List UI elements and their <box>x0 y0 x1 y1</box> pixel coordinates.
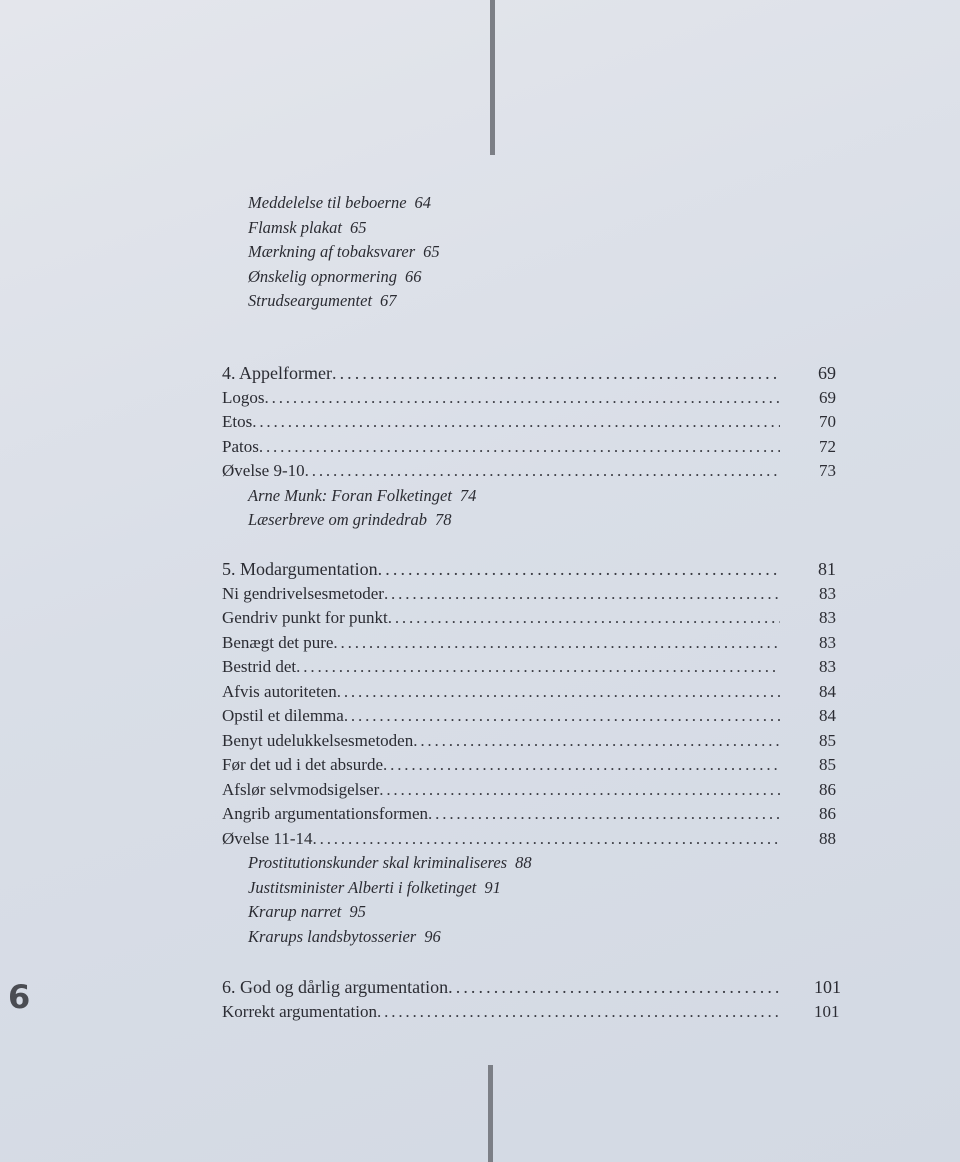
toc-entry <box>222 802 836 827</box>
entry-page-number: 70 <box>819 412 836 431</box>
entry-page-number: 83 <box>819 632 836 652</box>
entry-title: Bestrid det <box>222 657 297 676</box>
entry-title: Afslør selvmodsigelser <box>222 779 380 799</box>
entry-page-number: 84 <box>819 706 836 725</box>
entry-title: Prostitutionskunder skal kriminaliseres <box>248 853 508 872</box>
entry-page-number: 81 <box>818 559 836 579</box>
entry-title: Justitsminister Alberti i folketinget <box>248 877 477 897</box>
dot-leader <box>333 631 780 656</box>
toc-reading-entry <box>222 484 836 509</box>
entry-title: Afvis autoriteten <box>222 681 337 701</box>
entry-page-number: 86 <box>819 804 836 823</box>
toc-entry <box>222 680 836 705</box>
entry-page-number: 72 <box>819 436 836 456</box>
entry-page-number: 95 <box>349 902 366 921</box>
entry-title: Meddelelse til beboerne <box>248 193 407 212</box>
dot-leader <box>378 557 780 582</box>
toc-entry <box>222 606 836 631</box>
entry-title: Øvelse 11-14 <box>222 828 313 848</box>
toc-entry <box>222 753 836 778</box>
entry-title: Krarups landsbytosserier <box>248 926 417 946</box>
entry-page-number: 83 <box>819 608 836 627</box>
entry-title: 6. God og dårlig argumentation <box>222 977 449 997</box>
dot-leader <box>332 361 780 386</box>
entry-page-number: 85 <box>819 755 836 774</box>
entry-title: Krarup narret <box>248 902 342 921</box>
bottom-divider-rule <box>488 1065 493 1162</box>
dot-leader <box>337 680 780 705</box>
toc-reading-entry <box>222 900 836 925</box>
entry-title: Opstil et dilemma <box>222 706 344 725</box>
entry-title: Arne Munk: Foran Folketinget <box>248 485 452 505</box>
dot-leader <box>305 459 780 484</box>
entry-title: Ønskelig opnormering <box>248 266 397 286</box>
toc-reading-entry <box>222 851 836 876</box>
toc-reading-entry <box>222 289 836 314</box>
toc-reading-entry <box>222 191 836 216</box>
dot-leader <box>313 827 781 852</box>
entry-page-number: 83 <box>819 657 836 676</box>
entry-page-number: 88 <box>819 828 836 848</box>
dot-leader <box>413 729 780 754</box>
toc-entry <box>222 410 836 435</box>
entry-page-number: 66 <box>404 266 422 286</box>
entry-page-number: 69 <box>818 363 836 383</box>
toc-reading-entry <box>222 265 836 290</box>
entry-title: Ni gendrivelsesmetoder <box>222 583 384 603</box>
dot-leader <box>388 606 780 631</box>
entry-title: 4. Appelformer <box>222 363 332 383</box>
entry-page-number: 74 <box>459 485 477 505</box>
entry-title: Læserbreve om grindedrab <box>248 510 428 529</box>
entry-page-number: 88 <box>515 853 532 872</box>
entry-title: Logos <box>222 387 265 407</box>
entry-page-number: 96 <box>424 926 441 946</box>
toc-reading-entry <box>222 216 836 241</box>
dot-leader <box>428 802 780 827</box>
entry-page-number: 91 <box>484 877 501 897</box>
entry-title: Benyt udelukkelsesmetoden <box>222 730 414 750</box>
toc-chapter-heading <box>222 975 841 1000</box>
entry-page-number: 69 <box>819 387 836 407</box>
entry-title: Angrib argumentationsformen <box>222 804 429 823</box>
toc-chapter-heading <box>222 557 836 582</box>
entry-page-number: 67 <box>380 291 397 310</box>
dot-leader <box>379 778 780 803</box>
entry-page-number: 73 <box>819 461 836 480</box>
toc-entry <box>222 1000 840 1025</box>
entry-title: Øvelse 9-10 <box>222 461 305 480</box>
toc-reading-entry <box>222 925 836 950</box>
toc-chapter-6 <box>222 975 841 1024</box>
entry-title: Etos <box>222 412 253 431</box>
dot-leader <box>265 386 781 411</box>
entry-title: 5. Modargumentation <box>222 559 378 579</box>
dot-leader <box>259 435 780 460</box>
toc-entry <box>222 459 836 484</box>
toc-chapter-5 <box>222 557 836 949</box>
entry-title: Patos <box>222 436 259 456</box>
entry-page-number: 78 <box>435 510 452 529</box>
dot-leader <box>384 582 780 607</box>
dot-leader <box>344 704 780 729</box>
toc-entry <box>222 655 836 680</box>
entry-title: Flamsk plakat <box>248 217 342 237</box>
toc-reading-entry <box>222 240 836 265</box>
entry-page-number: 65 <box>349 217 367 237</box>
entry-title: Strudseargumentet <box>248 291 373 310</box>
entry-title: Korrekt argumentation <box>222 1001 378 1021</box>
dot-leader <box>383 753 780 778</box>
entry-page-number: 86 <box>819 779 836 799</box>
entry-page-number: 64 <box>414 193 432 212</box>
toc-entry <box>222 729 836 754</box>
toc-reading-entry <box>222 876 836 901</box>
toc-entry <box>222 435 836 460</box>
entry-title: Før det ud i det absurde <box>222 755 383 774</box>
entry-page-number: 101 <box>814 1001 840 1021</box>
page-number: 6 <box>8 978 31 1016</box>
toc-reading-entry <box>222 508 836 533</box>
entry-title: Benægt det pure <box>222 632 334 652</box>
entry-title: Gendriv punkt for punkt <box>222 608 388 627</box>
toc-chapter-heading <box>222 361 836 386</box>
toc-chapter-4 <box>222 361 836 533</box>
entry-page-number: 101 <box>814 977 841 997</box>
entry-page-number: 83 <box>819 583 836 603</box>
toc-group-3-readings <box>222 191 836 314</box>
toc-entry <box>222 582 836 607</box>
toc-entry <box>222 631 836 656</box>
toc-entry <box>222 386 836 411</box>
dot-leader <box>296 655 780 680</box>
entry-page-number: 84 <box>819 681 836 701</box>
dot-leader <box>252 410 780 435</box>
dot-leader <box>377 1000 780 1025</box>
dot-leader <box>448 975 780 1000</box>
toc-entry <box>222 704 836 729</box>
entry-title: Mærkning af tobaksvarer <box>248 242 416 261</box>
entry-page-number: 85 <box>819 730 836 750</box>
toc-entry <box>222 778 836 803</box>
top-divider-rule <box>490 0 495 155</box>
toc-entry <box>222 827 836 852</box>
entry-page-number: 65 <box>423 242 440 261</box>
